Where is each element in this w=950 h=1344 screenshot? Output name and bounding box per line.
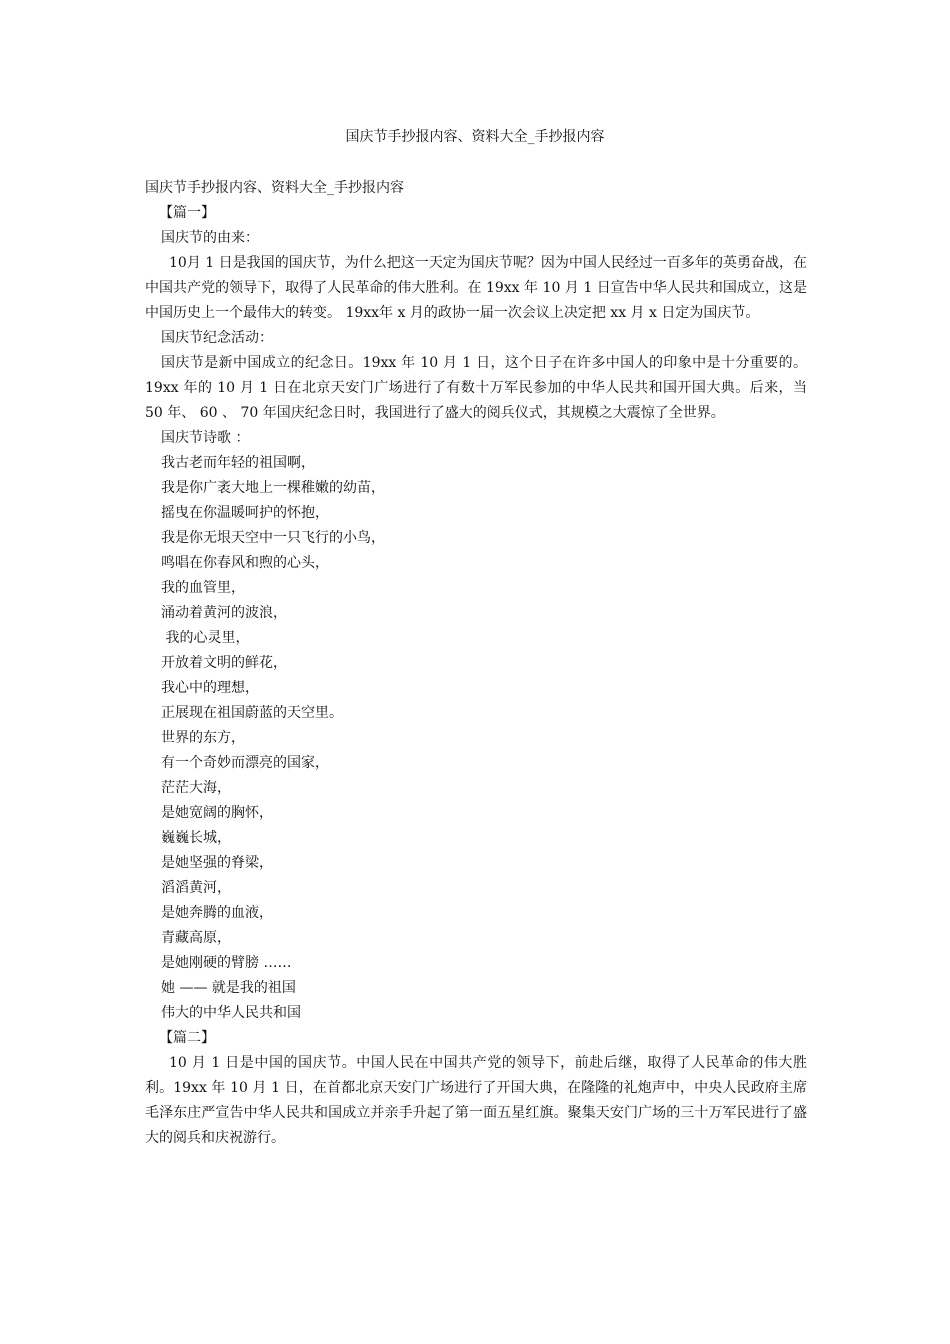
poem-line: 我是你无垠天空中一只飞行的小鸟，	[161, 530, 385, 546]
poem-line: 茫茫大海，	[161, 780, 231, 796]
origin-label: 国庆节的由来：	[161, 230, 259, 246]
activity-label: 国庆节纪念活动：	[161, 330, 273, 346]
poem	[145, 451, 807, 1026]
document-body	[145, 176, 807, 1151]
poem-label: 国庆节诗歌 ：	[161, 430, 250, 446]
document-heading: 国庆节手抄报内容、资料大全_手抄报内容	[145, 180, 404, 196]
poem-line: 我是你广袤大地上一棵稚嫩的幼苗，	[161, 480, 385, 496]
poem-line: 她 —— 就是我的祖国	[161, 980, 296, 996]
poem-line: 世界的东方，	[161, 730, 245, 746]
activity-paragraph: 国庆节是新中国成立的纪念日。19xx 年 10 月 1 日，这个日子在许多中国人的印象中是十分重要的。 19xx 年的 10 月 1 日在北京天安门广场进行了有数十万军民参加的中华人民共和国开国大典。后来，当 50 年、 60 、 70 年国庆纪念日时，我国进行了盛大的阅兵仪式，其规模之大震惊了全世界。	[145, 355, 807, 421]
poem-line: 是她奔腾的血液，	[161, 905, 273, 921]
section-one-mark: 【篇一】	[159, 205, 215, 221]
origin-paragraph: 10月 1 日是我国的国庆节，为什么把这一天定为国庆节呢？因为中国人民经过一百多年的英勇奋战，在中国共产党的领导下，取得了人民革命的伟大胜利。在 19xx 年 10 月 1 日宣告中华人民共和国成立，这是中国历史上一个最伟大的转变。 19xx年 x 月的政协一届一次会议上决定把 xx 月 x 日定为国庆节。	[145, 255, 807, 321]
poem-line: 摇曳在你温暖呵护的怀抱，	[161, 505, 329, 521]
poem-line: 是她宽阔的胸怀，	[161, 805, 273, 821]
poem-line: 鸣唱在你春风和煦的心头，	[161, 555, 329, 571]
poem-line: 伟大的中华人民共和国	[161, 1005, 301, 1021]
poem-line: 正展现在祖国蔚蓝的天空里。	[161, 705, 343, 721]
poem-line: 有一个奇妙而漂亮的国家，	[161, 755, 329, 771]
poem-line: 巍巍长城，	[161, 830, 231, 846]
section-two-paragraph: 10 月 1 日是中国的国庆节。中国人民在中国共产党的领导下，前赴后继，取得了人民革命的伟大胜利。19xx 年 10 月 1 日，在首都北京天安门广场进行了开国大典，在隆隆的礼炮声中，中央人民政府主席毛泽东庄严宣告中华人民共和国成立并亲手升起了第一面五星红旗。聚集天安门广场的三十万军民进行了盛大的阅兵和庆祝游行。	[145, 1055, 807, 1146]
poem-line: 我的血管里，	[161, 580, 245, 596]
poem-line: 我古老而年轻的祖国啊，	[161, 455, 315, 471]
poem-line: 涌动着黄河的波浪，	[161, 605, 287, 621]
poem-line: 我的心灵里，	[161, 630, 250, 646]
poem-line: 青藏高原，	[161, 930, 231, 946]
poem-line: 是她刚硬的臂膀 ……	[161, 955, 292, 971]
poem-line: 是她坚强的脊梁，	[161, 855, 273, 871]
document-title: 国庆节手抄报内容、资料大全_手抄报内容	[345, 129, 605, 145]
section-two-mark: 【篇二】	[159, 1030, 215, 1046]
poem-line: 开放着文明的鲜花，	[161, 655, 287, 671]
poem-line: 滔滔黄河，	[161, 880, 231, 896]
poem-line: 我心中的理想，	[161, 680, 259, 696]
